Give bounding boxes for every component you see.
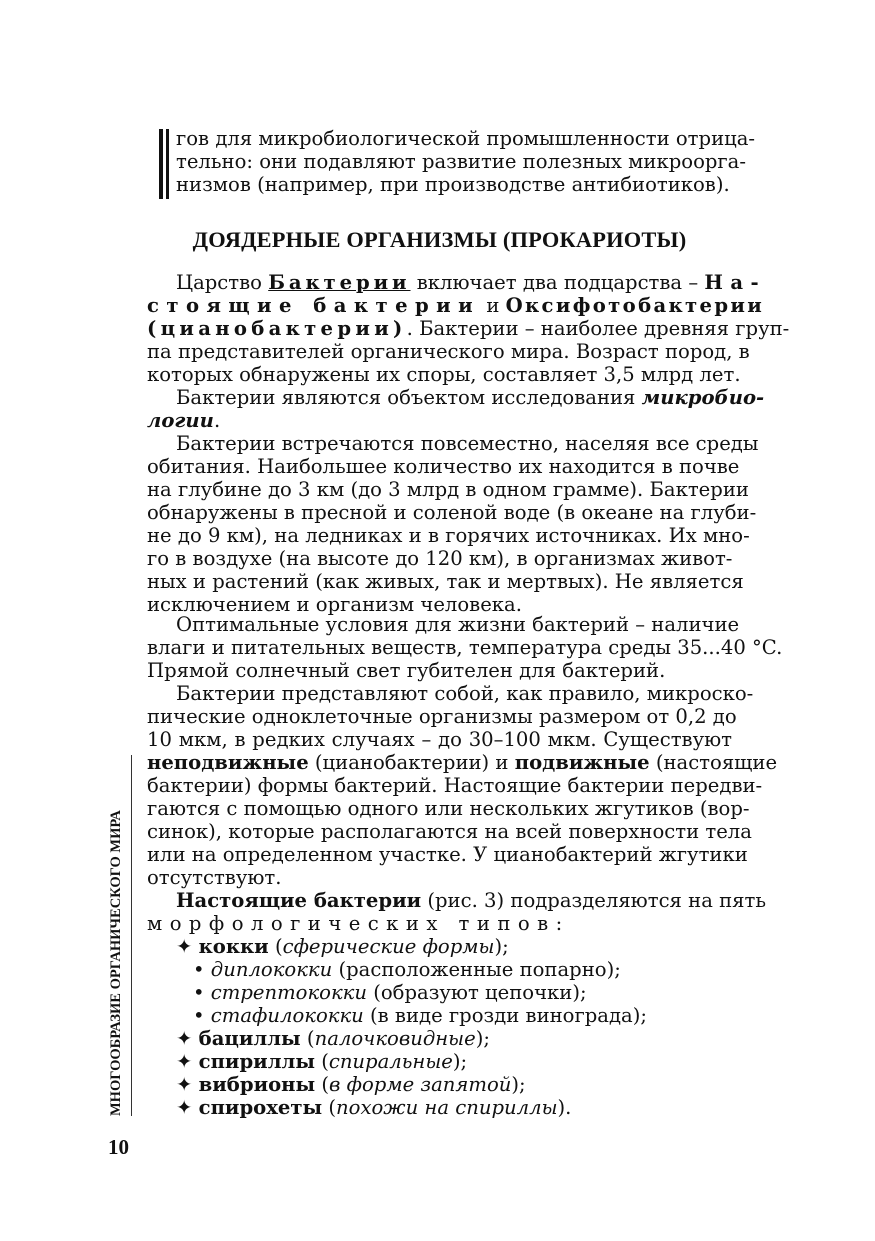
- text-line: па представителей органического мира. Возраст пород, в: [147, 340, 750, 363]
- margin-bar: [159, 129, 163, 199]
- star-bullet-icon: ✦: [176, 1073, 199, 1096]
- text-line: ных и растений (как живых, так и мертвых). Не является: [147, 570, 744, 593]
- text-line: гов для микробиологической промышленности отрица-: [176, 127, 756, 150]
- text-line: (цианобактерии). Бактерии – наиболее древняя груп-: [147, 317, 790, 340]
- star-bullet-icon: ✦: [176, 1096, 199, 1119]
- text-line: логии.: [147, 409, 221, 432]
- text-line: или на определенном участке. У цианобактерий жгутики: [147, 843, 748, 866]
- list-item: • стафилококки (в виде грозди винограда);: [193, 1004, 647, 1027]
- star-bullet-icon: ✦: [176, 1027, 199, 1050]
- text-line: Бактерии являются объектом исследования микробио-: [176, 386, 765, 409]
- text-line: не до 9 км), на ледниках и в горячих источниках. Их мно-: [147, 524, 750, 547]
- text-line: стоящие бактерии и Оксифотобактерии: [147, 294, 765, 317]
- text-line: обитания. Наибольшее количество их находится в почве: [147, 455, 740, 478]
- text-line: Бактерии представляют собой, как правило, микроско-: [176, 682, 754, 705]
- list-item: ✦ спирохеты (похожи на спириллы).: [176, 1096, 572, 1119]
- text-line: влаги и питательных веществ, температура среды 35...40 °C.: [147, 636, 783, 659]
- dot-bullet-icon: •: [193, 958, 211, 981]
- list-item: ✦ кокки (сферические формы);: [176, 935, 509, 958]
- text-line: бактерии) формы бактерий. Настоящие бактерии передви-: [147, 774, 763, 797]
- text-line: обнаружены в пресной и соленой воде (в океане на глуби-: [147, 501, 757, 524]
- text-line: 10 мкм, в редких случаях – до 30–100 мкм. Существуют: [147, 728, 732, 751]
- text-line: тельно: они подавляют развитие полезных микроорга-: [176, 150, 746, 173]
- star-bullet-icon: ✦: [176, 935, 199, 958]
- text-line: го в воздухе (на высоте до 120 км), в организмах живот-: [147, 547, 733, 570]
- text-line: гаются с помощью одного или нескольких жгутиков (вор-: [147, 797, 750, 820]
- text-line: Царство Бактерии включает два подцарства – На-: [176, 271, 767, 294]
- dot-bullet-icon: •: [193, 1004, 211, 1027]
- text-line: морфологических типов:: [147, 912, 570, 935]
- list-item: ✦ вибрионы (в форме запятой);: [176, 1073, 526, 1096]
- text-line: Прямой солнечный свет губителен для бактерий.: [147, 659, 666, 682]
- list-item: • стрептококки (образуют цепочки);: [193, 981, 587, 1004]
- text-line: неподвижные (цианобактерии) и подвижные (настоящие: [147, 751, 778, 774]
- page-number: 10: [108, 1135, 129, 1159]
- dot-bullet-icon: •: [193, 981, 211, 1004]
- section-title: ДОЯДЕРНЫЕ ОРГАНИЗМЫ (ПРОКАРИОТЫ): [192, 227, 687, 252]
- text-line: исключением и организм человека.: [147, 593, 522, 616]
- text-line: Настоящие бактерии (рис. 3) подразделяются на пять: [176, 889, 767, 912]
- text-line: Бактерии встречаются повсеместно, населяя все среды: [176, 432, 759, 455]
- text-line: Оптимальные условия для жизни бактерий – наличие: [176, 613, 740, 636]
- text-line: синок), которые располагаются на всей поверхности тела: [147, 820, 752, 843]
- text-line: отсутствуют.: [147, 866, 282, 889]
- star-bullet-icon: ✦: [176, 1050, 199, 1073]
- list-item: ✦ спириллы (спиральные);: [176, 1050, 468, 1073]
- margin-bar: [166, 129, 169, 199]
- text-line: низмов (например, при производстве антибиотиков).: [176, 173, 730, 196]
- running-header: МНОГООБРАЗИЕ ОРГАНИЧЕСКОГО МИРА: [108, 810, 124, 1116]
- margin-rule: [131, 755, 132, 1116]
- text-line: пические одноклеточные организмы размером от 0,2 до: [147, 705, 737, 728]
- text-line: которых обнаружены их споры, составляет 3,5 млрд лет.: [147, 363, 741, 386]
- text-line: на глубине до 3 км (до 3 млрд в одном грамме). Бактерии: [147, 478, 749, 501]
- list-item: ✦ бациллы (палочковидные);: [176, 1027, 490, 1050]
- list-item: • диплококки (расположенные попарно);: [193, 958, 621, 981]
